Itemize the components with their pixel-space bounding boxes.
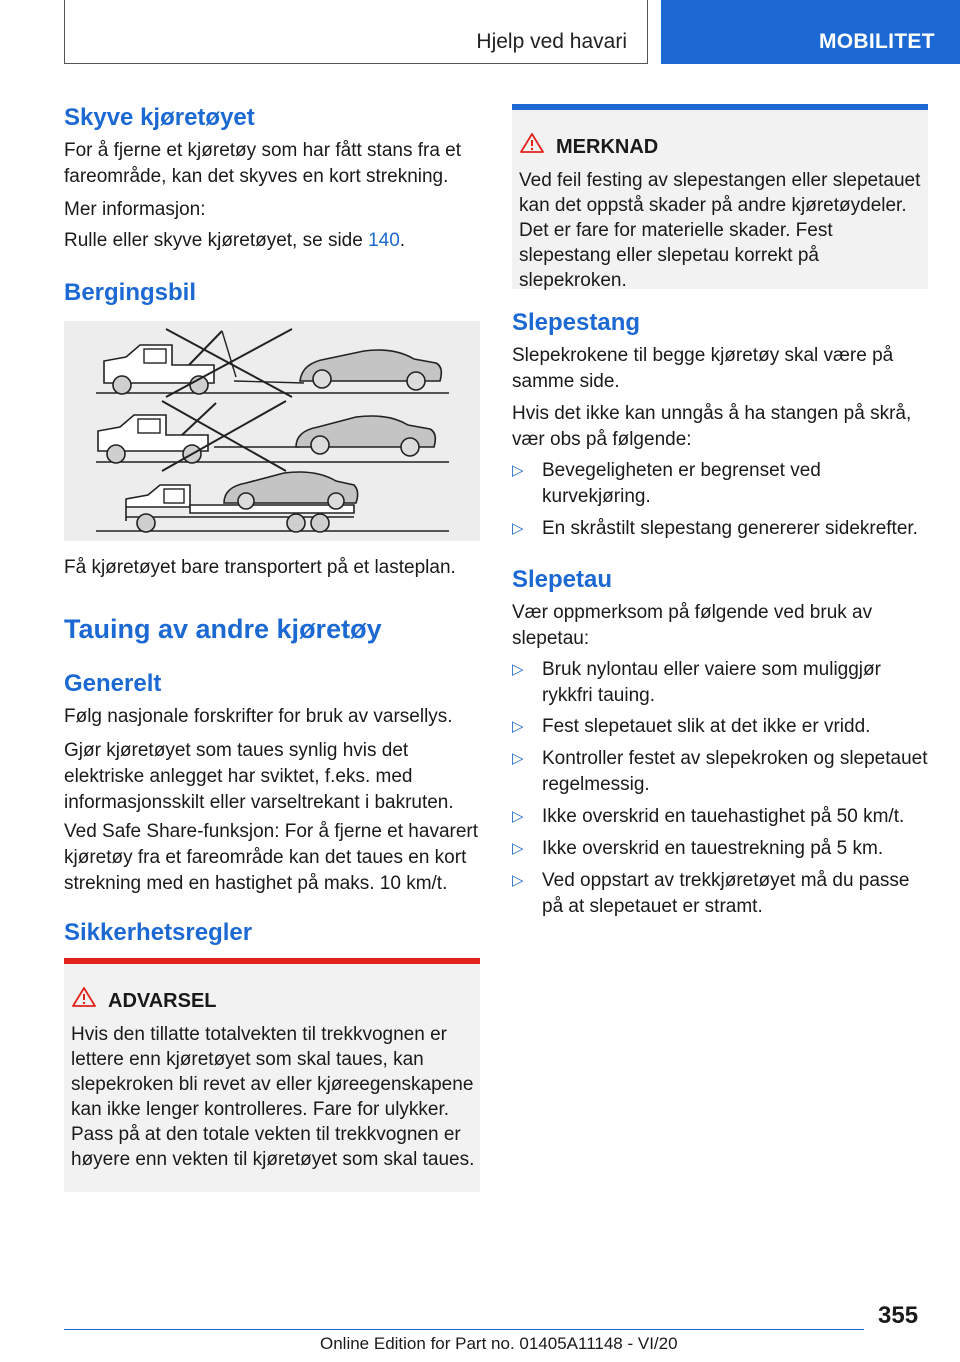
heading-tow-truck: Bergingsbil: [64, 279, 197, 306]
bullet-triangle-icon: ▷: [512, 808, 524, 825]
heading-push-vehicle: Skyve kjøretøyet: [64, 104, 255, 131]
bullet-triangle-icon: ▷: [512, 872, 524, 889]
header-section-box: [64, 0, 648, 64]
note-title: MERKNAD: [556, 136, 659, 158]
note-text: Ved feil festing av slepestangen eller slepetauet kan det oppstå skader på andre kjøretøydeler. Det er fare for materielle skader. Fest slepestang eller slepetau korrekt på slepekroken.: [519, 170, 921, 291]
header-section-title: Hjelp ved havari: [476, 30, 627, 53]
tow-bar-paragraph-2: Hvis det ikke kan unngås å ha stangen på skrå, vær obs på følgende:: [512, 403, 912, 450]
heading-towing-other-vehicles: Tauing av andre kjøretøy: [64, 614, 382, 644]
note-box: [512, 104, 928, 289]
list-item-text: Ved oppstart av trekkjøretøyet må du passe på at slepetauet er stramt.: [542, 870, 910, 917]
warning-title: ADVARSEL: [108, 990, 217, 1012]
list-item-text: Bevegeligheten er begrenset ved kurvekjøring.: [542, 460, 821, 507]
general-paragraph-1: Følg nasjonale forskrifter for bruk av varsellys.: [64, 706, 453, 727]
heading-tow-rope: Slepetau: [512, 566, 613, 593]
warning-triangle-icon: [72, 986, 96, 1008]
tow-truck-diagram: [64, 321, 480, 541]
push-reference-suffix: .: [399, 230, 406, 251]
push-paragraph-2: Mer informasjon:: [64, 199, 206, 220]
tow-truck-illustration: [64, 321, 480, 541]
bullet-triangle-icon: ▷: [512, 520, 524, 537]
note-triangle-icon: [520, 132, 544, 154]
bullet-triangle-icon: ▷: [512, 462, 524, 479]
page-reference-link[interactable]: 140: [368, 230, 400, 251]
push-paragraph-3: [64, 228, 480, 254]
list-item-text: En skråstilt slepestang genererer sidekrefter.: [542, 518, 918, 539]
general-paragraph-3: Ved Safe Share-funksjon: For å fjerne et havarert kjøretøy fra et fareområde kan det taues en kort strekning med en hastighet på maks. 10 km/t.: [64, 821, 479, 894]
page-number: 355: [878, 1302, 919, 1329]
bullet-triangle-icon: ▷: [512, 661, 524, 678]
list-item-text: Fest slepetauet slik at det ikke er vridd.: [542, 716, 871, 737]
footer-divider: [64, 1329, 864, 1330]
heading-tow-bar: Slepestang: [512, 309, 641, 336]
list-item-text: Kontroller festet av slepekroken og slepetauet regelmessig.: [542, 748, 928, 795]
push-reference-text: Rulle eller skyve kjøretøyet, se side: [64, 230, 369, 251]
list-item-text: Ikke overskrid en tauehastighet på 50 km/t.: [542, 806, 905, 827]
bullet-triangle-icon: ▷: [512, 718, 524, 735]
bullet-triangle-icon: ▷: [512, 750, 524, 767]
header-chapter-tab: MOBILITET: [661, 0, 960, 64]
warning-text: Hvis den tillatte totalvekten til trekkvognen er lettere enn kjøretøyet som skal taues, kan slepekroken bli revet av eller kjøreegenskapene kan ikke lenger kontrolleres. Fare for ulykker. Pass på at den totale vekten til trekkvognen er høyere enn vekten til kjøretøyet som skal taues.: [71, 1024, 475, 1170]
tow-rope-paragraph-1: Vær oppmerksom på følgende ved bruk av slepetau:: [512, 602, 873, 649]
flatbed-truck-row-3: [126, 472, 358, 532]
tow-truck-caption: Få kjøretøyet bare transportert på et lasteplan.: [64, 557, 456, 578]
tow-truck-row-2: [98, 401, 435, 471]
warning-box: [64, 958, 480, 1192]
heading-safety-rules: Sikkerhetsregler: [64, 919, 253, 946]
footer-edition: Online Edition for Part no. 01405A11148 - VI/20: [320, 1334, 678, 1353]
general-paragraph-2: Gjør kjøretøyet som taues synlig hvis det elektriske anlegget har sviktet, f.eks. med informasjonsskilt eller varseltrekant i bakruten.: [64, 740, 454, 813]
bullet-triangle-icon: ▷: [512, 840, 524, 857]
list-item-text: Ikke overskrid en tauestrekning på 5 km.: [542, 838, 884, 859]
heading-general: Generelt: [64, 670, 162, 697]
tow-truck-row-1: [104, 329, 441, 397]
push-paragraph-1: For å fjerne et kjøretøy som har fått stans fra et fareområde, kan det skyves en kort strekning.: [64, 140, 462, 187]
tow-bar-paragraph-1: Slepekrokene til begge kjøretøy skal være på samme side.: [512, 345, 894, 392]
list-item-text: Bruk nylontau eller vaiere som muliggjør rykkfri tauing.: [542, 659, 881, 706]
